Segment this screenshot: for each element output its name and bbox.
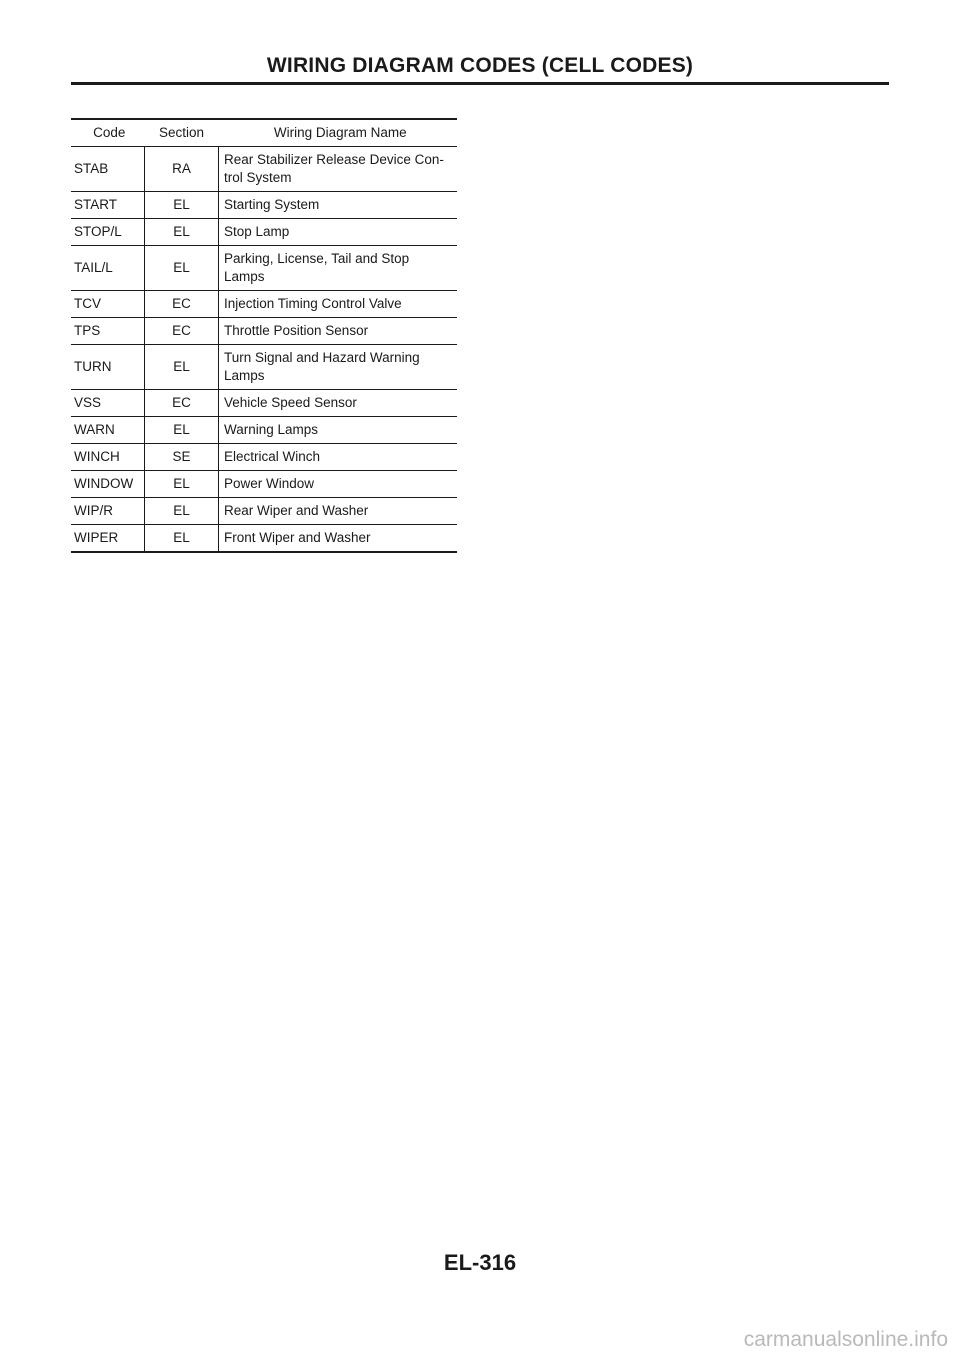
page-number: EL-316 <box>443 1250 517 1275</box>
cell-code: WIPER <box>74 530 119 545</box>
table-header-row <box>71 119 457 147</box>
column-header-section: Section <box>145 119 219 147</box>
cell-name: Rear Wiper and Washer <box>219 498 458 525</box>
cell-code: STOP/L <box>71 219 145 246</box>
cell-name: Starting System <box>219 192 458 219</box>
cell-code: START <box>71 192 145 219</box>
cell-name: Vehicle Speed Sensor <box>219 390 458 417</box>
cell-name: Electrical Winch <box>219 444 458 471</box>
column-header-code: Code <box>71 119 145 147</box>
cell-name: Warning Lamps <box>219 417 458 444</box>
cell-section: EC <box>145 318 219 345</box>
table-row <box>71 147 457 192</box>
cell-section: EL <box>145 417 219 444</box>
title-divider <box>71 82 889 85</box>
cell-name: Turn Signal and Hazard Warning Lamps <box>219 345 458 390</box>
cell-name: Power Window <box>219 471 458 498</box>
cell-code: WIP/R <box>71 498 145 525</box>
cell-code: TCV <box>71 291 145 318</box>
table-row <box>71 471 457 498</box>
cell-section: EL <box>145 471 219 498</box>
cell-section: RA <box>145 147 219 192</box>
table-row <box>71 444 457 471</box>
column-header-name: Wiring Diagram Name <box>219 119 458 147</box>
watermark-text[interactable]: carmanualsonline.info <box>743 1328 948 1351</box>
cell-code: WINCH <box>71 444 145 471</box>
wiring-codes-table <box>71 118 457 553</box>
cell-code: STAB <box>71 147 145 192</box>
cell-section: EL <box>145 219 219 246</box>
table-row <box>71 318 457 345</box>
cell-section: EC <box>145 291 219 318</box>
cell-section: EC <box>145 390 219 417</box>
page-title: WIRING DIAGRAM CODES (CELL CODES) <box>266 54 694 77</box>
cell-section: EL <box>145 525 219 553</box>
cell-name: Throttle Position Sensor <box>219 318 458 345</box>
cell-section: EL <box>145 498 219 525</box>
table-row <box>71 219 457 246</box>
table-row <box>71 192 457 219</box>
cell-section: SE <box>145 444 219 471</box>
table-row <box>71 417 457 444</box>
cell-code: WINDOW <box>71 471 145 498</box>
cell-code: TPS <box>71 318 145 345</box>
cell-name: Stop Lamp <box>219 219 458 246</box>
table-row <box>71 246 457 291</box>
cell-code: TURN <box>71 345 145 390</box>
table-row <box>71 525 457 553</box>
cell-section: EL <box>145 246 219 291</box>
table-row <box>71 390 457 417</box>
table-row <box>71 291 457 318</box>
cell-code: VSS <box>71 390 145 417</box>
cell-code: TAIL/L <box>71 246 145 291</box>
cell-name: Injection Timing Control Valve <box>219 291 458 318</box>
cell-section: EL <box>145 345 219 390</box>
cell-name: Rear Stabilizer Release Device Con- trol System <box>219 147 458 192</box>
cell-name: Parking, License, Tail and Stop Lamps <box>219 246 458 291</box>
table-row <box>71 345 457 390</box>
table-row <box>71 498 457 525</box>
cell-code: WARN <box>71 417 145 444</box>
cell-name: Front Wiper and Washer <box>224 530 371 545</box>
cell-section: EL <box>145 192 219 219</box>
